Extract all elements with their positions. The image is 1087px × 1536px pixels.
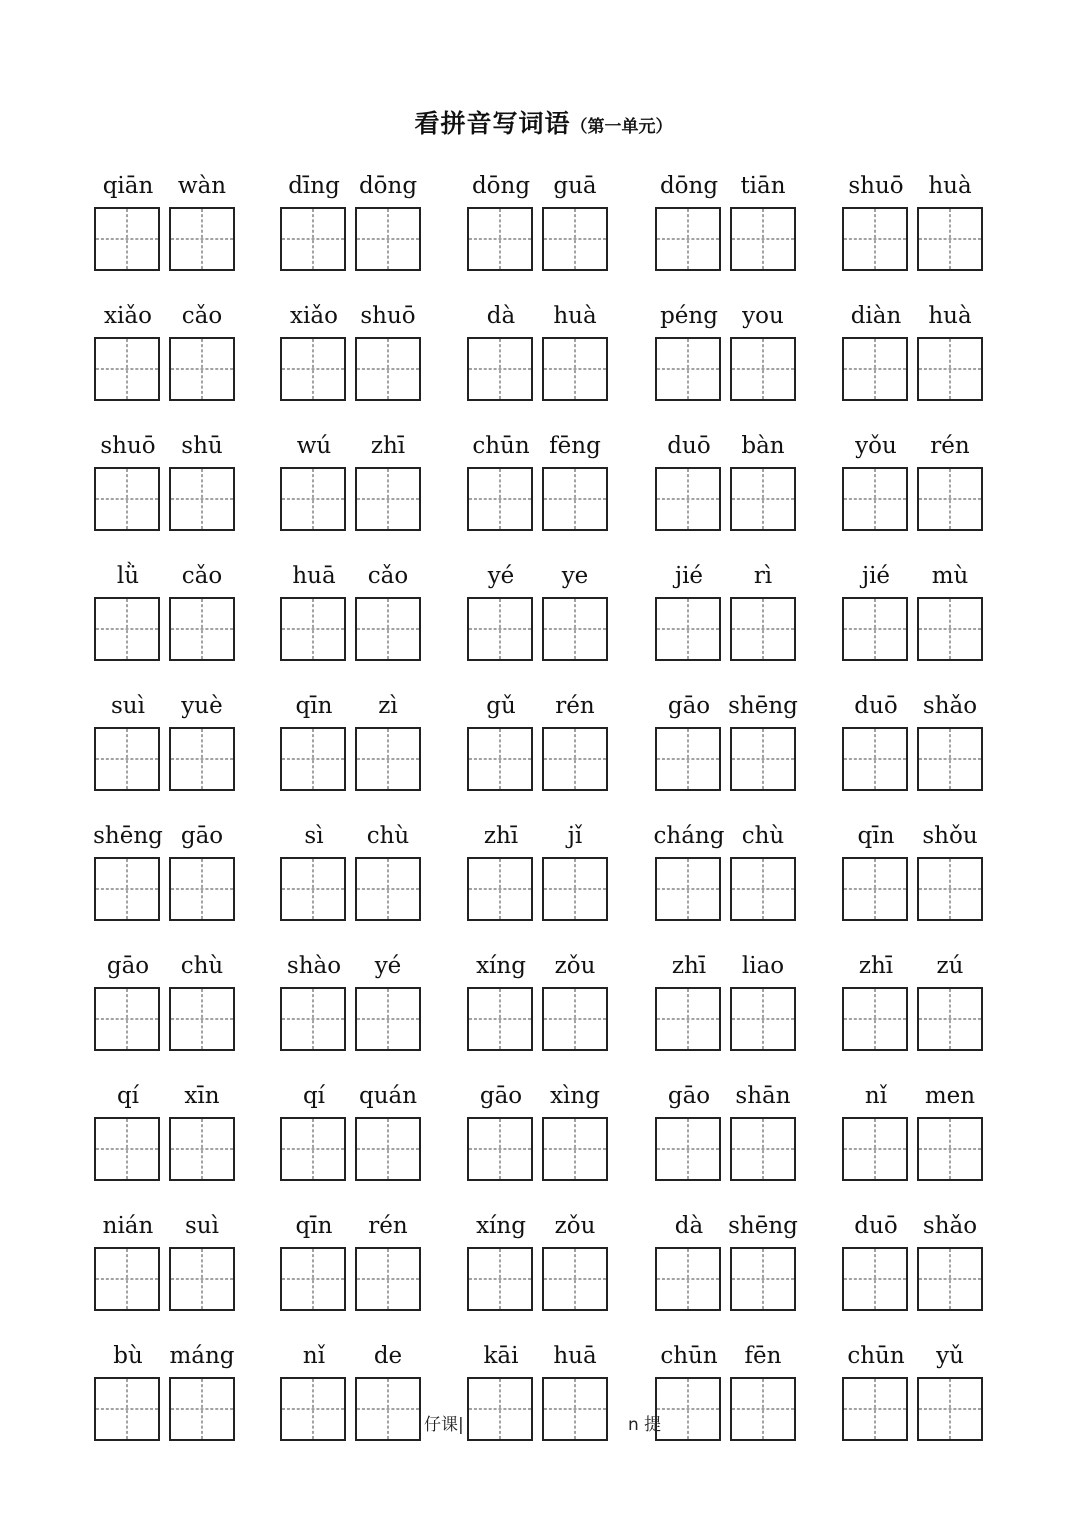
pinyin-syllable: nián [102,1213,154,1239]
pinyin-syllable: wàn [177,173,227,199]
word-item [94,1078,238,1188]
pinyin-syllable: chù [741,823,785,849]
writing-box[interactable] [917,1377,983,1441]
writing-box[interactable] [842,597,908,661]
pinyin-syllable: shuō [360,303,416,329]
writing-box[interactable] [280,727,346,791]
pinyin-syllable: yé [487,563,515,589]
writing-box[interactable] [917,207,983,271]
pinyin-syllable: tiān [740,173,786,199]
word-item [94,298,238,408]
pinyin-syllable: dōng [471,173,531,199]
writing-box[interactable] [730,597,796,661]
word-item [94,558,238,668]
writing-box[interactable] [94,1247,160,1311]
writing-box[interactable] [730,1247,796,1311]
pinyin-syllable: chūn [660,1343,718,1369]
writing-box[interactable] [467,727,533,791]
pinyin-syllable: you [742,303,784,329]
word-item [280,1208,424,1318]
writing-box[interactable] [94,597,160,661]
writing-box[interactable] [730,987,796,1051]
pinyin-syllable: fēng [549,433,601,459]
word-item [842,1338,986,1448]
pinyin-syllable: zǒu [554,953,596,979]
writing-box[interactable] [169,597,235,661]
footer-left-text: 仔课| [424,1415,464,1435]
writing-box[interactable] [355,727,421,791]
word-item [94,1208,238,1318]
writing-box[interactable] [842,987,908,1051]
pinyin-syllable: huā [292,563,336,589]
word-item [94,428,238,538]
pinyin-syllable: suì [185,1213,219,1239]
word-item [655,948,799,1058]
pinyin-syllable: yǔ [936,1343,964,1369]
writing-box[interactable] [655,857,721,921]
pinyin-syllable: xìng [550,1083,600,1109]
word-item [655,818,799,928]
writing-box[interactable] [467,337,533,401]
pinyin-syllable: yǒu [855,433,897,459]
writing-box[interactable] [730,207,796,271]
word-item [842,1078,986,1188]
pinyin-syllable: quán [358,1083,418,1109]
pinyin-syllable: xiǎo [104,303,152,329]
writing-box[interactable] [169,207,235,271]
word-item [655,1078,799,1188]
pinyin-syllable: dōng [659,173,719,199]
word-item [94,168,238,278]
pinyin-syllable: diàn [850,303,902,329]
word-item [467,168,611,278]
pinyin-syllable: máng [169,1343,235,1369]
pinyin-syllable: cháng [653,823,725,849]
pinyin-syllable: huà [928,173,972,199]
word-item [467,298,611,408]
pinyin-syllable: shǎo [922,693,978,719]
writing-box[interactable] [842,467,908,531]
writing-box[interactable] [655,1377,721,1441]
word-item [280,428,424,538]
pinyin-syllable: shuō [848,173,904,199]
writing-box[interactable] [94,857,160,921]
writing-box[interactable] [917,467,983,531]
pinyin-syllable: qīn [857,823,895,849]
word-item [280,558,424,668]
writing-box[interactable] [917,337,983,401]
pinyin-syllable: gāo [667,1083,711,1109]
writing-box[interactable] [467,1117,533,1181]
pinyin-syllable: nǐ [302,1343,326,1369]
writing-box[interactable] [655,337,721,401]
writing-box[interactable] [917,987,983,1051]
writing-box[interactable] [467,207,533,271]
pinyin-syllable: cǎo [181,303,223,329]
pinyin-syllable: xiǎo [290,303,338,329]
pinyin-syllable: zú [936,953,964,979]
writing-box[interactable] [169,337,235,401]
pinyin-syllable: yuè [181,693,223,719]
writing-box[interactable] [467,857,533,921]
word-item [842,818,986,928]
word-item [467,818,611,928]
writing-box[interactable] [842,1377,908,1441]
writing-box[interactable] [542,207,608,271]
pinyin-syllable: dōng [358,173,418,199]
pinyin-syllable: shǎo [922,1213,978,1239]
writing-box[interactable] [94,467,160,531]
writing-box[interactable] [280,337,346,401]
pinyin-syllable: zhī [370,433,406,459]
pinyin-syllable: qí [116,1083,140,1109]
pinyin-syllable: gāo [106,953,150,979]
writing-box[interactable] [842,727,908,791]
writing-box[interactable] [355,207,421,271]
pinyin-syllable: qiān [102,173,154,199]
pinyin-syllable: shēng [728,693,798,719]
word-item [467,1078,611,1188]
pinyin-syllable: dà [486,303,516,329]
pinyin-syllable: liao [741,953,785,979]
pinyin-syllable: xīn [184,1083,220,1109]
pinyin-syllable: shào [286,953,342,979]
writing-box[interactable] [542,857,608,921]
writing-box[interactable] [655,1117,721,1181]
word-item [655,298,799,408]
word-item [842,298,986,408]
pinyin-syllable: shū [181,433,223,459]
pinyin-syllable: qīn [295,1213,333,1239]
word-item [467,948,611,1058]
word-item [655,1338,799,1448]
writing-box[interactable] [655,987,721,1051]
writing-box[interactable] [542,337,608,401]
word-item [655,168,799,278]
pinyin-syllable: qīn [295,693,333,719]
writing-box[interactable] [917,857,983,921]
pinyin-syllable: de [373,1343,403,1369]
writing-box[interactable] [842,207,908,271]
pinyin-syllable: xíng [476,1213,526,1239]
pinyin-syllable: nǐ [864,1083,888,1109]
pinyin-syllable: jié [674,563,704,589]
writing-box[interactable] [280,857,346,921]
writing-box[interactable] [917,1117,983,1181]
word-item [467,558,611,668]
writing-box[interactable] [169,857,235,921]
writing-box[interactable] [94,727,160,791]
word-item [842,168,986,278]
writing-box[interactable] [355,857,421,921]
pinyin-syllable: huā [553,1343,597,1369]
word-item [280,818,424,928]
pinyin-syllable: suì [111,693,145,719]
pinyin-syllable: jié [861,563,891,589]
pinyin-syllable: fēn [744,1343,782,1369]
word-item [655,1208,799,1318]
writing-box[interactable] [355,597,421,661]
pinyin-syllable: rì [753,563,773,589]
writing-box[interactable] [467,597,533,661]
word-item [842,428,986,538]
pinyin-syllable: chūn [472,433,530,459]
word-item [280,298,424,408]
pinyin-syllable: dà [674,1213,704,1239]
writing-box[interactable] [655,727,721,791]
writing-box[interactable] [730,1117,796,1181]
title-subtitle: （第一单元） [570,117,673,137]
pinyin-syllable: shuō [100,433,156,459]
pinyin-syllable: gāo [667,693,711,719]
word-item [280,948,424,1058]
writing-box[interactable] [280,207,346,271]
writing-box[interactable] [730,467,796,531]
word-item [280,1078,424,1188]
writing-box[interactable] [94,1117,160,1181]
writing-box[interactable] [169,1247,235,1311]
writing-box[interactable] [917,597,983,661]
pinyin-syllable: cǎo [181,563,223,589]
writing-box[interactable] [655,597,721,661]
word-item [467,1338,611,1448]
writing-box[interactable] [94,207,160,271]
pinyin-syllable: gāo [479,1083,523,1109]
writing-box[interactable] [542,1247,608,1311]
pinyin-syllable: chù [180,953,224,979]
pinyin-syllable: guā [553,173,597,199]
writing-box[interactable] [542,597,608,661]
pinyin-syllable: chūn [847,1343,905,1369]
pinyin-syllable: huà [553,303,597,329]
pinyin-syllable: yé [374,953,402,979]
pinyin-syllable: bàn [741,433,785,459]
writing-box[interactable] [280,1117,346,1181]
writing-box[interactable] [917,1247,983,1311]
writing-box[interactable] [542,467,608,531]
writing-box[interactable] [280,1377,346,1441]
pinyin-syllable: duō [854,693,898,719]
pinyin-syllable: rén [555,693,595,719]
word-item [94,1338,238,1448]
word-item [280,1338,424,1448]
writing-box[interactable] [355,1117,421,1181]
writing-box[interactable] [355,467,421,531]
writing-box[interactable] [355,1247,421,1311]
writing-box[interactable] [842,857,908,921]
word-item [842,688,986,798]
pinyin-syllable: lǜ [116,563,140,589]
word-item [655,428,799,538]
pinyin-syllable: sì [304,823,324,849]
writing-box[interactable] [542,727,608,791]
pinyin-syllable: gǔ [486,693,516,719]
writing-box[interactable] [842,1247,908,1311]
writing-box[interactable] [280,597,346,661]
pinyin-syllable: shēng [93,823,163,849]
word-item [280,168,424,278]
writing-box[interactable] [842,1117,908,1181]
writing-box[interactable] [655,207,721,271]
pinyin-syllable: jǐ [567,823,583,849]
pinyin-syllable: shǒu [922,823,978,849]
pinyin-syllable: gāo [180,823,224,849]
writing-box[interactable] [355,987,421,1051]
title-main: 看拼音写词语 [414,109,571,138]
writing-box[interactable] [355,1377,421,1441]
pinyin-syllable: chù [366,823,410,849]
pinyin-syllable: duō [667,433,711,459]
writing-box[interactable] [280,467,346,531]
writing-box[interactable] [842,337,908,401]
word-item [842,948,986,1058]
word-item [280,688,424,798]
word-item [94,818,238,928]
pinyin-syllable: shān [735,1083,791,1109]
writing-box[interactable] [94,987,160,1051]
pinyin-syllable: zì [378,693,398,719]
writing-box[interactable] [169,1377,235,1441]
writing-box[interactable] [94,1377,160,1441]
writing-box[interactable] [467,987,533,1051]
writing-box[interactable] [355,337,421,401]
word-item [94,948,238,1058]
pinyin-syllable: péng [660,303,718,329]
word-item [467,688,611,798]
writing-box[interactable] [467,1247,533,1311]
writing-box[interactable] [655,1247,721,1311]
pinyin-syllable: shēng [728,1213,798,1239]
pinyin-syllable: zǒu [554,1213,596,1239]
writing-box[interactable] [94,337,160,401]
word-item [467,1208,611,1318]
pinyin-syllable: mù [931,563,969,589]
writing-box[interactable] [730,1377,796,1441]
word-item [467,428,611,538]
pinyin-syllable: zhī [483,823,519,849]
pinyin-syllable: rén [930,433,970,459]
writing-box[interactable] [280,987,346,1051]
pinyin-syllable: dīng [288,173,340,199]
word-item [94,688,238,798]
writing-box[interactable] [169,1117,235,1181]
writing-box[interactable] [280,1247,346,1311]
pinyin-syllable: rén [368,1213,408,1239]
pinyin-syllable: wú [296,433,332,459]
writing-box[interactable] [542,987,608,1051]
writing-box[interactable] [169,467,235,531]
writing-box[interactable] [542,1377,608,1441]
word-item [655,558,799,668]
pinyin-syllable: qí [302,1083,326,1109]
footer-right-text: n 提 [628,1415,662,1435]
writing-box[interactable] [917,727,983,791]
writing-box[interactable] [655,467,721,531]
word-item [842,1208,986,1318]
word-item [655,688,799,798]
pinyin-syllable: bù [113,1343,143,1369]
pinyin-syllable: ye [561,563,589,589]
pinyin-syllable: xíng [476,953,526,979]
pinyin-syllable: zhī [671,953,707,979]
writing-box[interactable] [730,727,796,791]
writing-box[interactable] [467,1377,533,1441]
writing-box[interactable] [467,467,533,531]
pinyin-syllable: cǎo [367,563,409,589]
pinyin-syllable: zhī [858,953,894,979]
pinyin-syllable: men [924,1083,976,1109]
pinyin-syllable: kāi [483,1343,519,1369]
writing-box[interactable] [542,1117,608,1181]
writing-box[interactable] [169,727,235,791]
pinyin-syllable: huà [928,303,972,329]
writing-box[interactable] [169,987,235,1051]
pinyin-syllable: duō [854,1213,898,1239]
writing-box[interactable] [730,337,796,401]
writing-box[interactable] [730,857,796,921]
word-item [842,558,986,668]
